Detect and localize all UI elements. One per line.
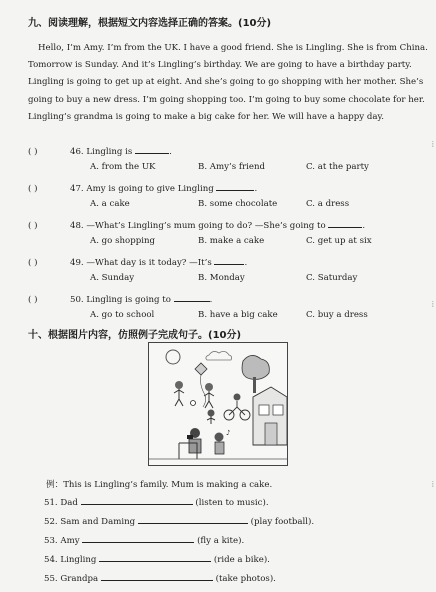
option-b[interactable]: B. make a cake [198, 236, 265, 246]
item-hint: (listen to music). [195, 498, 269, 508]
answer-blank[interactable] [81, 495, 193, 505]
scene-drawing [149, 343, 287, 465]
example-sentence: 例：This is Lingling’s family. Mum is making a cake. [46, 480, 273, 490]
question-stem: 46. Lingling is [70, 147, 133, 157]
item-subject: 51. Dad [44, 498, 78, 508]
question-stem-end: . [244, 258, 248, 268]
passage-line: Lingling’s grandma is going to make a big cake for her. We will have a happy day. [28, 111, 384, 122]
question-47 [28, 181, 257, 194]
passage-line: Tomorrow is Sunday. And it’s Lingling’s birthday. We are going to have a birthday party. [28, 60, 412, 71]
section-9-title: 九、阅读理解，根据短文内容选择正确的答案。(10分) [28, 18, 272, 29]
binding-mark: ⁞ [431, 300, 434, 309]
option-a[interactable]: A. go to school [90, 310, 155, 320]
option-c[interactable]: C. at the party [306, 162, 369, 172]
item-hint: (play football). [250, 517, 315, 527]
camera-icon [187, 435, 193, 439]
option-c[interactable]: C. Saturday [306, 273, 358, 283]
answer-paren[interactable]: ( ) [28, 184, 38, 194]
question-stem-end: . [169, 147, 172, 157]
answer-blank[interactable] [138, 514, 248, 524]
answer-blank[interactable] [82, 533, 194, 543]
question-stem-end: . [254, 184, 258, 194]
svg-text:♪: ♪ [226, 429, 231, 437]
option-b[interactable]: B. Amy’s friend [198, 162, 266, 172]
question-stem: 48. —What’s Lingling’s mum going to do? —She’s going to [70, 221, 326, 231]
boy-head [175, 381, 183, 389]
item-hint: (take photos). [215, 574, 276, 584]
option-a[interactable]: A. go shopping [90, 236, 155, 246]
item-hint: (fly a kite). [197, 536, 245, 546]
option-a[interactable]: A. a cake [90, 199, 130, 209]
answer-paren[interactable]: ( ) [28, 221, 38, 231]
option-a[interactable]: A. Sunday [90, 273, 135, 283]
answer-blank[interactable] [216, 181, 254, 191]
answer-paren[interactable]: ( ) [28, 258, 38, 268]
answer-blank[interactable] [101, 571, 213, 581]
question-stem-end: . [362, 221, 366, 231]
item-53 [44, 533, 244, 546]
answer-blank[interactable] [214, 255, 244, 265]
item-55 [44, 571, 276, 584]
question-stem: 50. Lingling is going to [70, 295, 171, 305]
binding-mark: ⁞ [431, 140, 434, 149]
family-scene-illustration [148, 342, 288, 466]
item-subject: 52. Sam and Daming [44, 517, 136, 527]
passage-line: going to buy a new dress. I’m going shopping too. I’m going to buy some chocolate for her. [28, 94, 425, 105]
item-51 [44, 495, 269, 508]
question-stem-end: . [209, 295, 213, 305]
option-c[interactable]: C. a dress [306, 199, 350, 209]
item-hint: (ride a bike). [213, 555, 270, 565]
question-49 [28, 255, 247, 268]
item-subject: 55. Grandpa [44, 574, 99, 584]
option-b[interactable]: B. have a big cake [198, 310, 278, 320]
answer-blank[interactable] [174, 292, 210, 302]
answer-paren[interactable]: ( ) [28, 295, 38, 305]
item-52 [44, 514, 314, 527]
passage-line: Hello, I’m Amy. I’m from the UK. I have a good friend. She is Lingling. She is from China. [38, 43, 428, 53]
reading-passage [28, 40, 428, 126]
question-50 [28, 292, 212, 305]
item-subject: 54. Lingling [44, 555, 97, 565]
question-46 [28, 144, 172, 157]
answer-blank[interactable] [135, 144, 169, 154]
section-10-title: 十、根据图片内容，仿照例子完成句子。(10分) [28, 330, 242, 341]
option-c[interactable]: C. get up at six [306, 236, 372, 246]
item-54 [44, 552, 270, 565]
answer-blank[interactable] [328, 218, 362, 228]
answer-blank[interactable] [99, 552, 211, 562]
binding-mark: ⁞ [431, 480, 434, 489]
option-a[interactable]: A. from the UK [90, 162, 156, 172]
option-b[interactable]: B. Monday [198, 273, 245, 283]
item-subject: 53. Amy [44, 536, 80, 546]
question-stem: 47. Amy is going to give Lingling [70, 184, 214, 194]
passage-line: Lingling is going to get up at eight. And she’s going to go shopping with her mother. She’s [28, 77, 424, 88]
answer-paren[interactable]: ( ) [28, 147, 38, 157]
football-icon [191, 401, 196, 406]
question-stem: 49. —What day is it today? —It’s [70, 258, 212, 268]
option-b[interactable]: B. some chocolate [198, 199, 278, 209]
option-c[interactable]: C. buy a dress [306, 310, 368, 320]
question-48 [28, 218, 365, 231]
